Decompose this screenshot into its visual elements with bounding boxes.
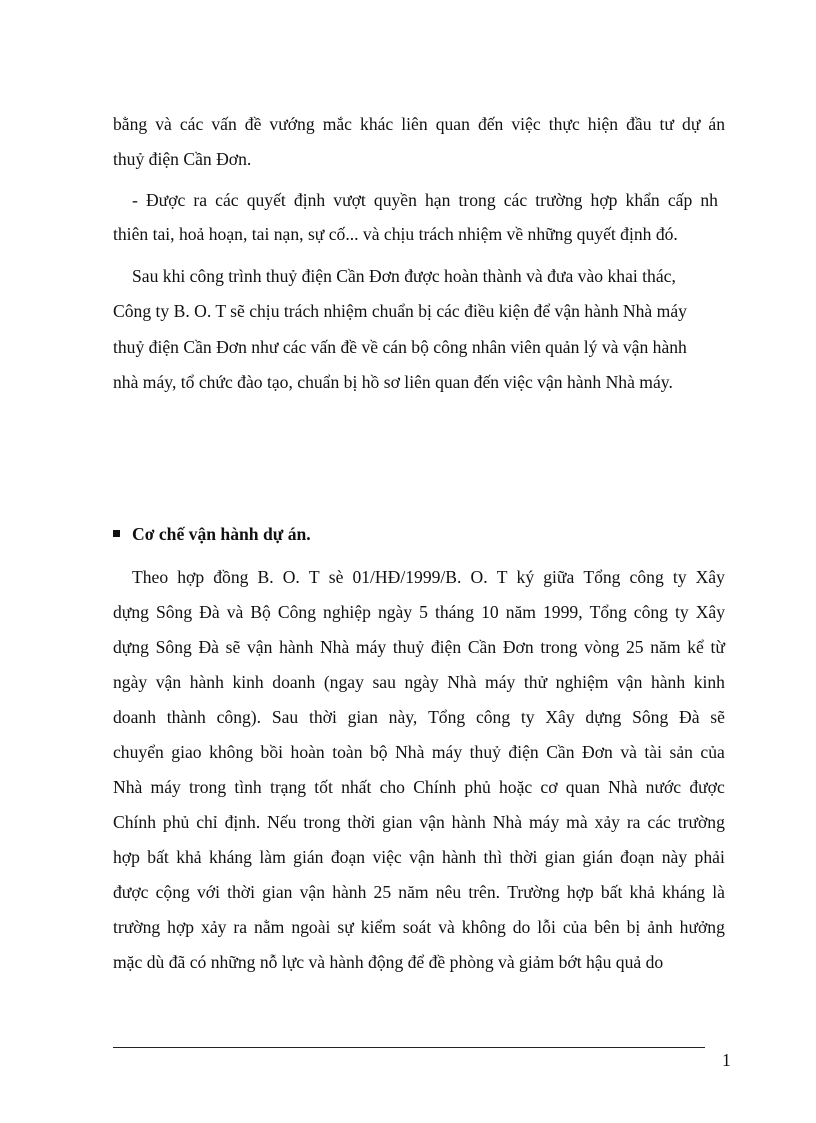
word: sự	[337, 917, 354, 937]
word: kinh	[232, 672, 264, 692]
word: điện	[430, 637, 462, 657]
word: kiểm	[360, 917, 396, 937]
word: sản	[669, 742, 693, 762]
word: (ngay	[323, 672, 364, 692]
word: phải	[694, 847, 725, 867]
word: trạng	[269, 777, 307, 797]
word: Theo	[132, 567, 169, 587]
word: bồi	[260, 742, 284, 762]
word: doanh	[272, 672, 316, 692]
word: ty	[674, 602, 689, 622]
paragraph-3-line-4: nhà máy, tổ chức đào tạo, chuẩn bị hồ sơ liên quan đến việc vận hành Nhà máy.	[113, 372, 673, 392]
section-line-8	[113, 811, 725, 833]
word: các	[215, 190, 239, 210]
word: thời	[509, 847, 538, 867]
word: Đơn	[502, 637, 534, 657]
word: Chính	[413, 777, 457, 797]
word: vướng	[269, 114, 315, 134]
word: quan	[565, 777, 600, 797]
word: Nhà	[113, 777, 143, 797]
word: và	[620, 742, 637, 762]
word: gian	[544, 847, 576, 867]
word: T	[496, 567, 508, 587]
word: năm	[650, 637, 681, 657]
section-line-9	[113, 846, 725, 868]
word: thời	[347, 812, 376, 832]
word: của	[700, 742, 725, 762]
word: các	[647, 812, 671, 832]
word: định.	[224, 812, 261, 832]
word: -	[132, 190, 138, 210]
word: không	[461, 917, 506, 937]
word: bất	[600, 882, 623, 902]
word: máy	[431, 742, 463, 762]
word: thời	[227, 882, 256, 902]
word: ra	[233, 917, 248, 937]
word: xảy	[201, 917, 227, 937]
word: giữa	[543, 567, 575, 587]
word: hành	[279, 637, 314, 657]
word: Đà	[199, 602, 220, 622]
word: dựng	[585, 707, 622, 727]
word: các	[503, 190, 528, 210]
word: cho	[379, 777, 405, 797]
word: giao	[171, 742, 202, 762]
word: khẩn	[625, 190, 660, 210]
word: 5	[419, 602, 428, 622]
word: vận	[617, 672, 643, 692]
word: ngày	[404, 672, 439, 692]
word: đoạn	[620, 847, 655, 867]
word: Được	[145, 190, 186, 210]
word: đề	[244, 114, 262, 134]
word: và	[226, 602, 244, 622]
word: nh	[700, 190, 718, 210]
word: sè	[328, 567, 344, 587]
word: và	[438, 917, 455, 937]
word: hiện	[587, 114, 619, 134]
word: được	[113, 882, 149, 902]
word: nghiệm	[555, 672, 609, 692]
section-heading-text: Cơ chế vận hành dự án.	[132, 524, 311, 544]
word: máy	[150, 777, 181, 797]
word: gian	[382, 812, 413, 832]
word: khả	[176, 847, 202, 867]
word: này	[661, 847, 688, 867]
word: 1999,	[543, 602, 583, 622]
word: vận	[155, 672, 182, 692]
word: Đà	[198, 637, 219, 657]
paragraph-3-line-2: Công ty B. O. T sẽ chịu trách nhiệm chuẩn bị các điều kiện để vận hành Nhà máy	[113, 301, 687, 321]
word: dựng	[113, 602, 149, 622]
word: ngày	[377, 602, 413, 622]
word: ngày	[113, 672, 148, 692]
paragraph-3-line-1: Sau khi công trình thuỷ điện Cần Đơn được hoàn thành và đưa vào khai thác,	[132, 266, 676, 286]
word: 25	[625, 637, 644, 657]
word: án	[708, 114, 725, 134]
word: bằng	[113, 114, 148, 134]
word: tình	[234, 777, 262, 797]
word: cộng	[155, 882, 190, 902]
word: gián	[582, 847, 613, 867]
word: điện	[508, 742, 539, 762]
word: không	[209, 742, 254, 762]
word: O.	[470, 567, 488, 587]
word: Sau	[271, 707, 299, 727]
paragraph-1-line-1	[113, 113, 725, 135]
word: hành	[650, 672, 686, 692]
word: nằm	[254, 917, 285, 937]
paragraph-1-line-2: thuỷ điện Cần Đơn.	[113, 149, 252, 169]
word: vấn	[211, 114, 237, 134]
word: hợp	[167, 917, 195, 937]
word: quyết	[246, 190, 286, 210]
word: bị	[626, 917, 641, 937]
word: quan	[435, 114, 470, 134]
section-line-6	[113, 741, 725, 763]
word: hợp	[566, 882, 594, 902]
word: gian	[262, 882, 293, 902]
word: thời	[308, 707, 337, 727]
word: ngoài	[291, 917, 331, 937]
word: 01/HĐ/1999/B.	[352, 567, 462, 587]
word: soát	[402, 917, 432, 937]
word: hành	[441, 847, 477, 867]
word: ty	[520, 707, 535, 727]
word: ty	[672, 567, 687, 587]
word: ảnh	[647, 917, 673, 937]
word: Bộ	[250, 602, 271, 622]
word: trường	[677, 812, 725, 832]
word: Tổng	[589, 602, 627, 622]
word: hợp	[177, 567, 205, 587]
word: định	[293, 190, 326, 210]
word: trong	[189, 777, 227, 797]
word: kể	[687, 637, 704, 657]
word: vượt	[333, 190, 366, 210]
word: dự	[682, 114, 701, 134]
word: chuyển	[113, 742, 164, 762]
word: làm	[259, 847, 286, 867]
word: vận	[246, 637, 273, 657]
word: T	[308, 567, 320, 587]
paragraph-2-line-2: thiên tai, hoả hoạn, tai nạn, sự cố... và chịu trách nhiệm về những quyết định đó.	[113, 224, 678, 244]
word: thành	[166, 707, 206, 727]
word: nghiệp	[323, 602, 371, 622]
word: hành	[332, 882, 367, 902]
section-line-11	[113, 916, 725, 938]
section-line-10	[113, 881, 725, 903]
word: trong	[303, 812, 341, 832]
word: bên	[594, 917, 620, 937]
word: tư	[659, 114, 674, 134]
word: bộ	[369, 742, 388, 762]
section-heading	[113, 523, 311, 545]
word: từ	[710, 637, 725, 657]
word: ra	[626, 812, 641, 832]
word: khả	[629, 882, 655, 902]
word: này,	[388, 707, 418, 727]
word: xảy	[594, 812, 620, 832]
paragraph-3-line-3: thuỷ điện Cần Đơn như các vấn đề về cán bộ công nhân viên quản lý và vận hành	[113, 337, 687, 357]
word: năm	[505, 602, 536, 622]
word: Sông	[155, 637, 192, 657]
square-bullet-icon	[113, 530, 120, 537]
word: trong	[540, 637, 578, 657]
word: cơ	[540, 777, 558, 797]
word: trường	[535, 190, 583, 210]
word: nước	[645, 777, 682, 797]
word: hưởng	[679, 917, 725, 937]
word: việc	[372, 847, 402, 867]
word: tài	[644, 742, 662, 762]
word: vận	[409, 847, 435, 867]
word: Sông	[155, 602, 193, 622]
word: trên.	[468, 882, 501, 902]
word: Nhà	[492, 812, 523, 832]
word: năm	[398, 882, 429, 902]
word: vận	[299, 882, 326, 902]
word: sẽ	[225, 637, 241, 657]
word: Xây	[695, 567, 725, 587]
word: đầu	[626, 114, 652, 134]
word: thuỷ	[392, 637, 425, 657]
word: doanh	[113, 707, 156, 727]
word: do	[512, 917, 531, 937]
word: B.	[257, 567, 274, 587]
section-line-1	[132, 566, 725, 588]
word: Xây	[545, 707, 575, 727]
word: Chính	[113, 812, 157, 832]
word: Cần	[546, 742, 575, 762]
word: trong	[458, 190, 496, 210]
word: công	[633, 602, 668, 622]
word: đến	[477, 114, 504, 134]
word: mà	[566, 812, 588, 832]
word: hành	[451, 812, 486, 832]
word: sẽ	[710, 707, 725, 727]
word: ra	[193, 190, 208, 210]
section-line-12: mặc dù đã có những nỗ lực và hành động để đề phòng và giảm bớt hậu quả do	[113, 952, 664, 972]
word: hạn	[424, 190, 451, 210]
word: mắc	[322, 114, 352, 134]
word: tháng	[434, 602, 475, 622]
word: hoàn	[290, 742, 325, 762]
section-line-5	[113, 706, 725, 728]
word: thuỷ	[469, 742, 501, 762]
word: sau	[372, 672, 396, 692]
word: hành	[189, 672, 224, 692]
word: Nếu	[267, 812, 297, 832]
word: kinh	[693, 672, 725, 692]
word: 25	[373, 882, 392, 902]
word: và	[155, 114, 172, 134]
word: bất	[147, 847, 169, 867]
word: Nhà	[608, 777, 638, 797]
word: Xây	[695, 602, 725, 622]
word: quyền	[373, 190, 417, 210]
word: cấp	[667, 190, 693, 210]
footer-rule	[113, 1047, 705, 1048]
word: kháng	[208, 847, 252, 867]
word: gian	[347, 707, 378, 727]
word: máy	[528, 812, 560, 832]
word: vòng	[584, 637, 620, 657]
section-line-3	[113, 636, 725, 658]
word: O.	[282, 567, 300, 587]
word: khác	[360, 114, 394, 134]
paragraph-2-line-1	[132, 189, 718, 211]
word: của	[562, 917, 588, 937]
word: công	[475, 707, 511, 727]
word: 10	[481, 602, 499, 622]
word: hoặc	[499, 777, 533, 797]
word: các	[179, 114, 204, 134]
word: Nhà	[319, 637, 350, 657]
word: hợp	[590, 190, 618, 210]
word: toàn	[332, 742, 363, 762]
word: Trường	[507, 882, 560, 902]
word: máy	[485, 672, 516, 692]
word: Tổng	[583, 567, 621, 587]
word: Nhà	[395, 742, 425, 762]
section-line-7	[113, 776, 725, 798]
word: vận	[419, 812, 445, 832]
word: liên	[401, 114, 428, 134]
word: phủ	[162, 812, 190, 832]
word: là	[712, 882, 725, 902]
word: nêu	[435, 882, 462, 902]
word: máy	[355, 637, 387, 657]
word: Nhà	[447, 672, 477, 692]
word: kháng	[662, 882, 706, 902]
section-line-4	[113, 671, 725, 693]
word: được	[689, 777, 725, 797]
word: Đơn	[582, 742, 613, 762]
word: thì	[483, 847, 503, 867]
word: gián	[293, 847, 324, 867]
section-line-2	[113, 601, 725, 623]
word: chỉ	[196, 812, 218, 832]
word: Tổng	[428, 707, 466, 727]
word: nhất	[341, 777, 372, 797]
word: Công	[277, 602, 317, 622]
word: với	[196, 882, 220, 902]
word: tốt	[314, 777, 333, 797]
word: hợp	[113, 847, 140, 867]
word: phủ	[464, 777, 491, 797]
word: công	[629, 567, 664, 587]
word: công).	[216, 707, 262, 727]
word: dựng	[113, 637, 149, 657]
word: Đà	[679, 707, 700, 727]
word: Cần	[467, 637, 497, 657]
word: việc	[511, 114, 541, 134]
word: đồng	[213, 567, 249, 587]
word: đoạn	[330, 847, 366, 867]
page-number: 1	[722, 1050, 731, 1070]
word: thực	[548, 114, 580, 134]
word: trường	[113, 917, 161, 937]
word: thử	[523, 672, 548, 692]
word: Sông	[632, 707, 669, 727]
word: lỗi	[537, 917, 556, 937]
word: ký	[516, 567, 535, 587]
